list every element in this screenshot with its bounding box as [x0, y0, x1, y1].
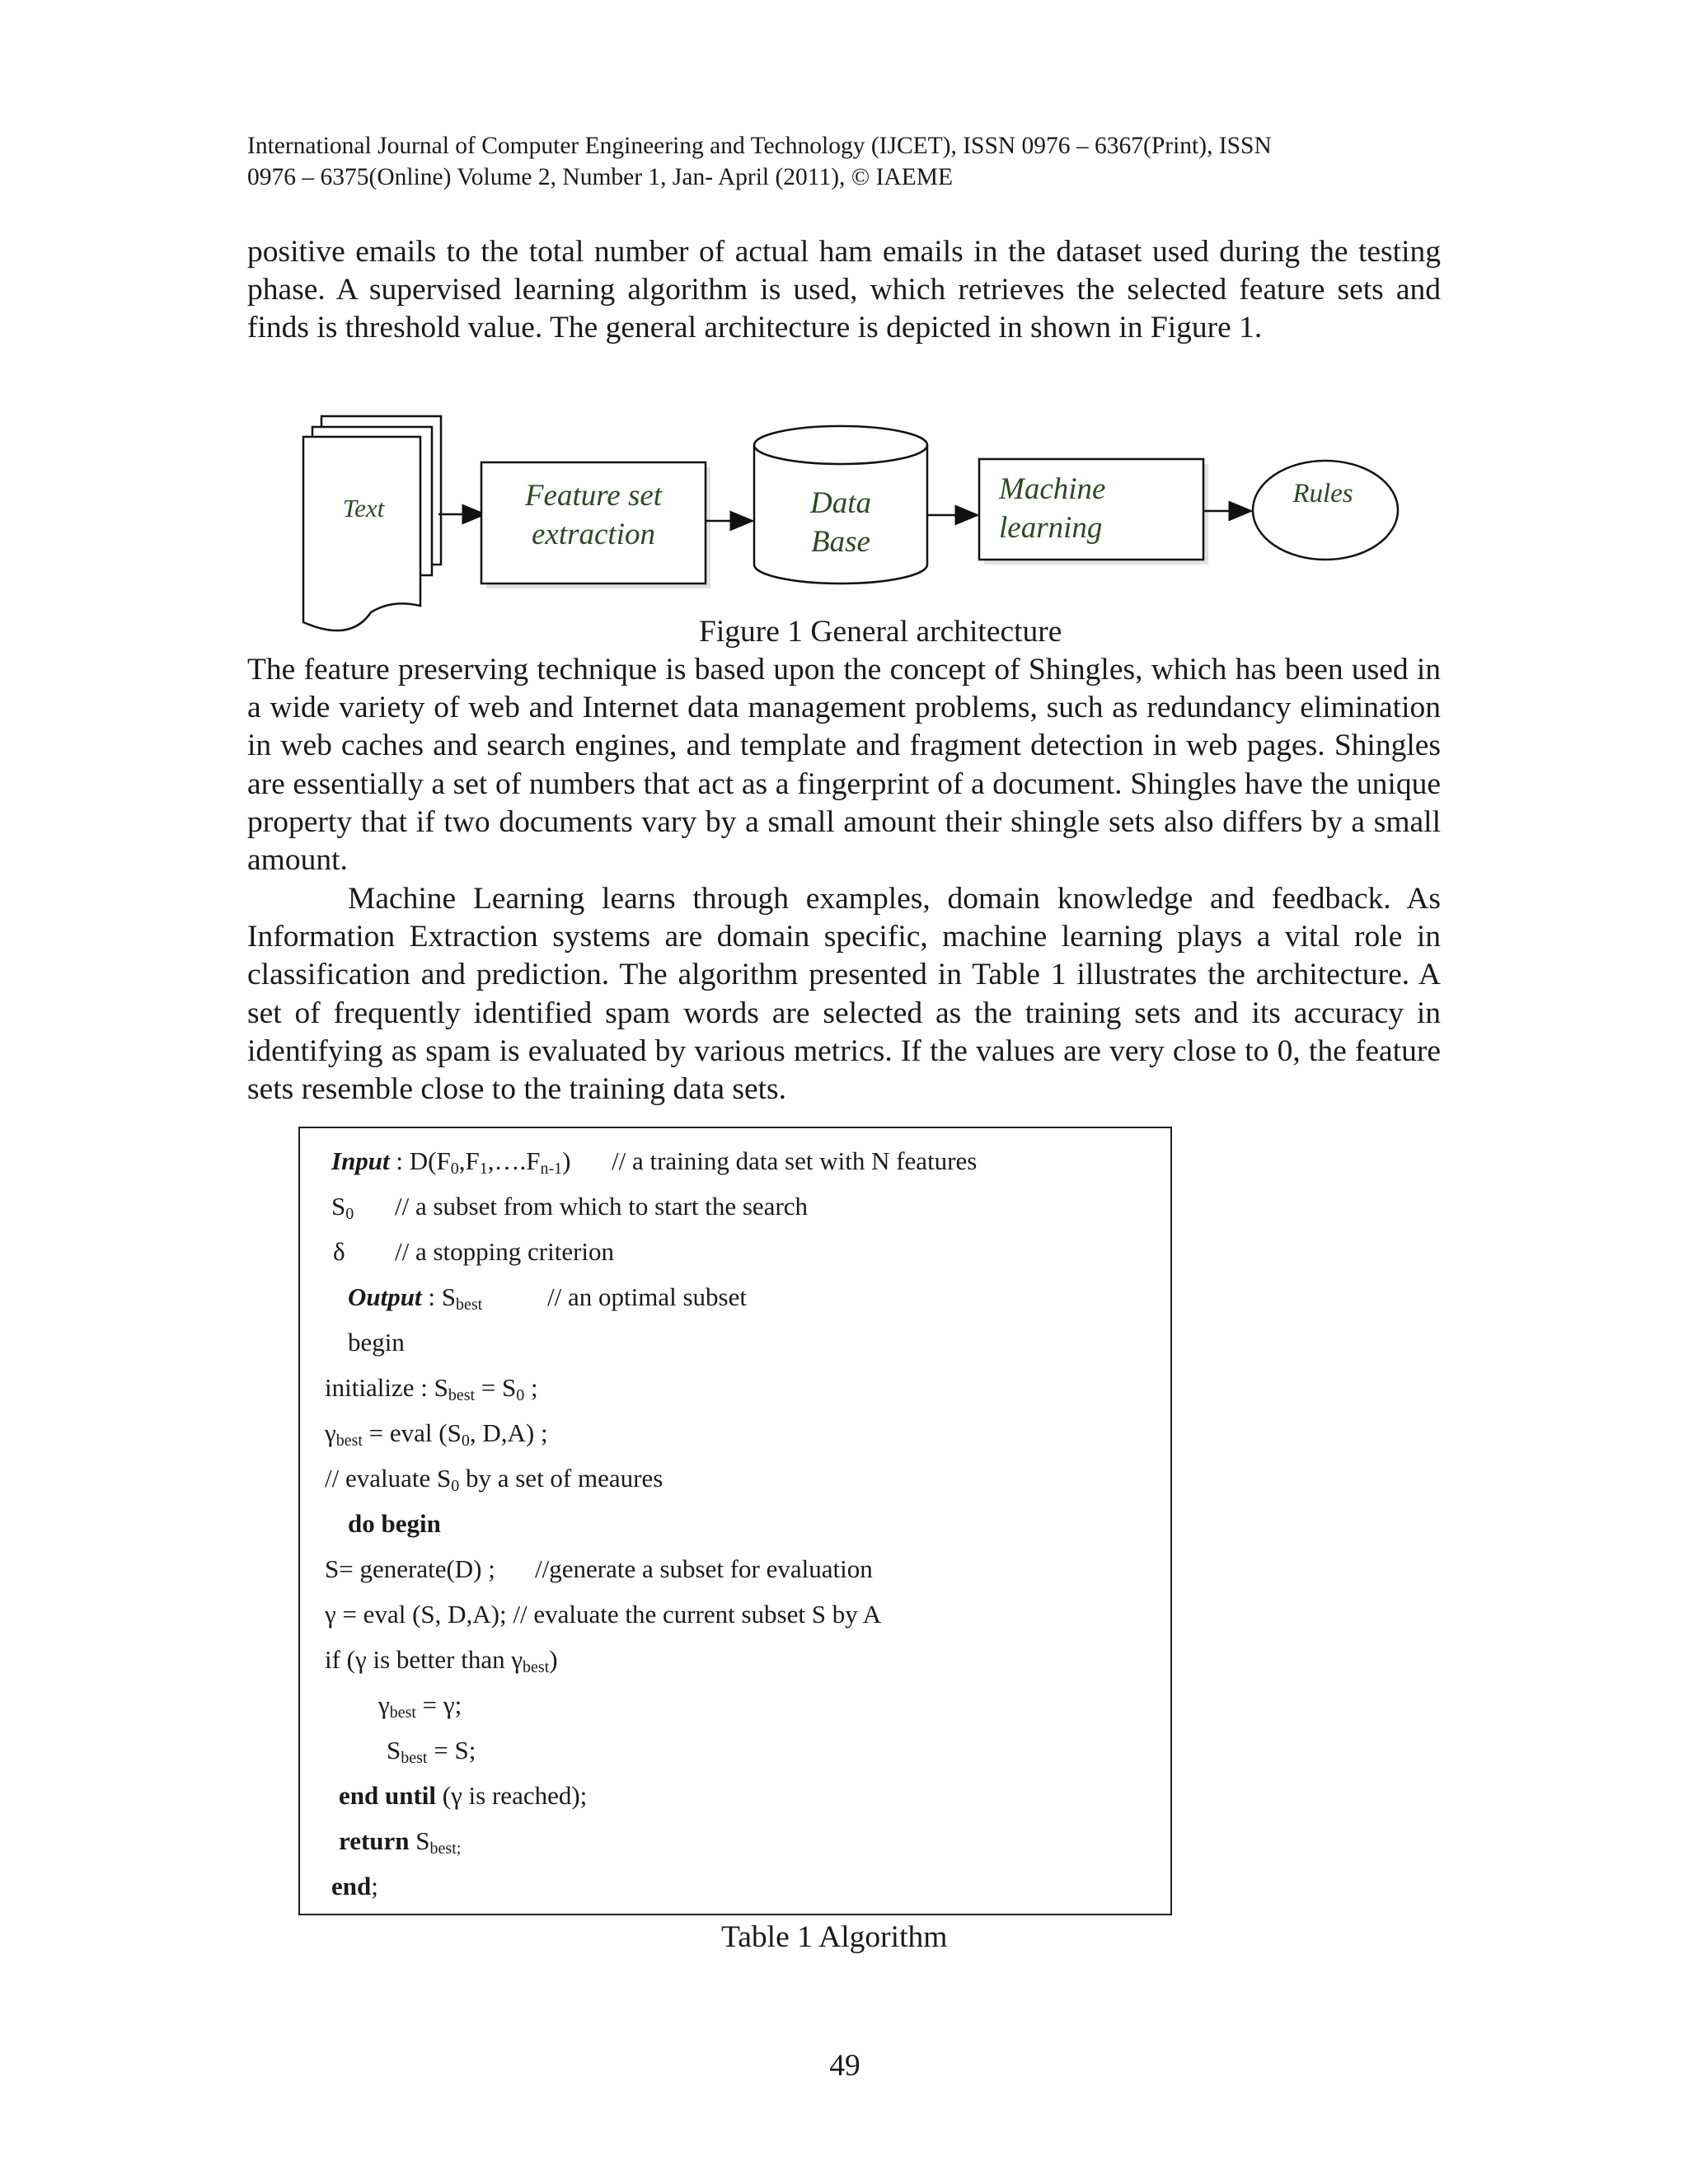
algo-s-best-assign: $S_{best} = S$;: [387, 1736, 476, 1767]
algo-gamma-init: $\gamma_{best}$ = eval ($S_0$, D,A) ;: [325, 1418, 548, 1450]
algo-delta-comment: // a stopping criterion: [395, 1237, 615, 1266]
database-top: [754, 426, 927, 464]
algo-s0-line: $S_0$: [331, 1192, 354, 1223]
rules-ellipse: [1253, 461, 1398, 560]
db-label-line2: Base: [811, 525, 870, 559]
machine-learning-node: [979, 459, 1208, 565]
algo-eval-current: γ = eval (S, D,A); // evaluate the current subset S by A: [325, 1600, 882, 1629]
algo-begin: begin: [348, 1328, 405, 1357]
algo-return: return $S_{best;}$: [339, 1826, 462, 1858]
algo-delta-symbol: δ: [333, 1237, 345, 1266]
paragraph-shingles: The feature preserving technique is based upon the concept of Shingles, which has been used in a wide variety of web and Internet data management problems, such as redundancy elimination in web caches and search engines, and template and fragment detection in web pages. Shingles are essentially a set of numbers that act as a fingerprint of a document. Shingles have the unique property that if two documents vary by a small amount their shingle sets also differs by a small amount.: [247, 653, 1441, 878]
algo-s0-comment: // a subset from which to start the search: [395, 1192, 809, 1221]
feature-extraction-node: [481, 462, 710, 588]
algo-if: if (γ is better than $\gamma_{best}$): [325, 1645, 558, 1676]
rules-node: [1253, 461, 1398, 560]
feature-label-line1: Feature set: [524, 479, 663, 513]
document-sheet-front: [303, 437, 420, 630]
algo-end: end;: [331, 1872, 378, 1900]
table-caption: Table 1 Algorithm: [721, 1920, 948, 1954]
algo-output-line: Output : $S_{best}$: [348, 1282, 483, 1314]
algo-gamma-best-assign: $\gamma_{best} = \gamma$;: [378, 1690, 462, 1722]
page-number: 49: [829, 2049, 860, 2083]
algo-initialize: initialize : $S_{best} = S_0$ ;: [325, 1373, 538, 1404]
db-label-line1: Data: [810, 486, 871, 520]
text-label: Text: [342, 494, 385, 523]
header-line-1: International Journal of Computer Engineering and Technology (IJCET), ISSN 0976 – 6367(Print), ISSN: [247, 133, 1272, 159]
algo-generate-comment: //generate a subset for evaluation: [535, 1554, 873, 1583]
algorithm-box: [298, 1127, 1172, 1915]
algo-end-until: end until (γ is reached);: [339, 1781, 588, 1810]
algo-input-line: Input : $D(F_0,F_1,\dots.F_{n-1})$: [331, 1146, 571, 1178]
rules-label: Rules: [1292, 479, 1353, 509]
algo-eval-comment: // evaluate $S_0$ by a set of meaures: [325, 1464, 663, 1495]
paragraph-machine-learning: Machine Learning learns through examples, domain knowledge and feedback. As Information Extraction systems are domain specific, machine learning plays a vital role in classification and prediction. The algorithm presented in Table 1 illustrates the architecture. A set of frequently identified spam words are selected as the training sets and its accuracy in identifying as spam is evaluated by various metrics. If the values are very close to 0, the feature sets resemble close to the training data sets.: [247, 882, 1441, 1107]
feature-label-line2: extraction: [531, 518, 656, 551]
text-documents-node: [303, 416, 441, 630]
database-node: [754, 426, 927, 583]
algo-output-comment: // an optimal subset: [547, 1282, 747, 1311]
figure-caption: Figure 1 General architecture: [699, 615, 1062, 649]
algo-generate: S= generate(D) ;: [325, 1554, 495, 1583]
algo-do-begin: do begin: [348, 1509, 441, 1538]
ml-label-line2: learning: [999, 511, 1103, 545]
paragraph-intro: positive emails to the total number of actual ham emails in the dataset used during the testing phase. A supervised learning algorithm is used, which retrieves the selected feature sets and finds is threshold value. The general architecture is depicted in shown in Figure 1.: [247, 235, 1441, 345]
header-line-2: 0976 – 6375(Online) Volume 2, Number 1, Jan- April (2011), © IAEME: [247, 164, 953, 190]
architecture-diagram: [293, 408, 1414, 647]
running-header: [247, 130, 1451, 193]
ml-label-line1: Machine: [999, 472, 1106, 506]
algo-input-comment: // a training data set with N features: [612, 1146, 978, 1175]
